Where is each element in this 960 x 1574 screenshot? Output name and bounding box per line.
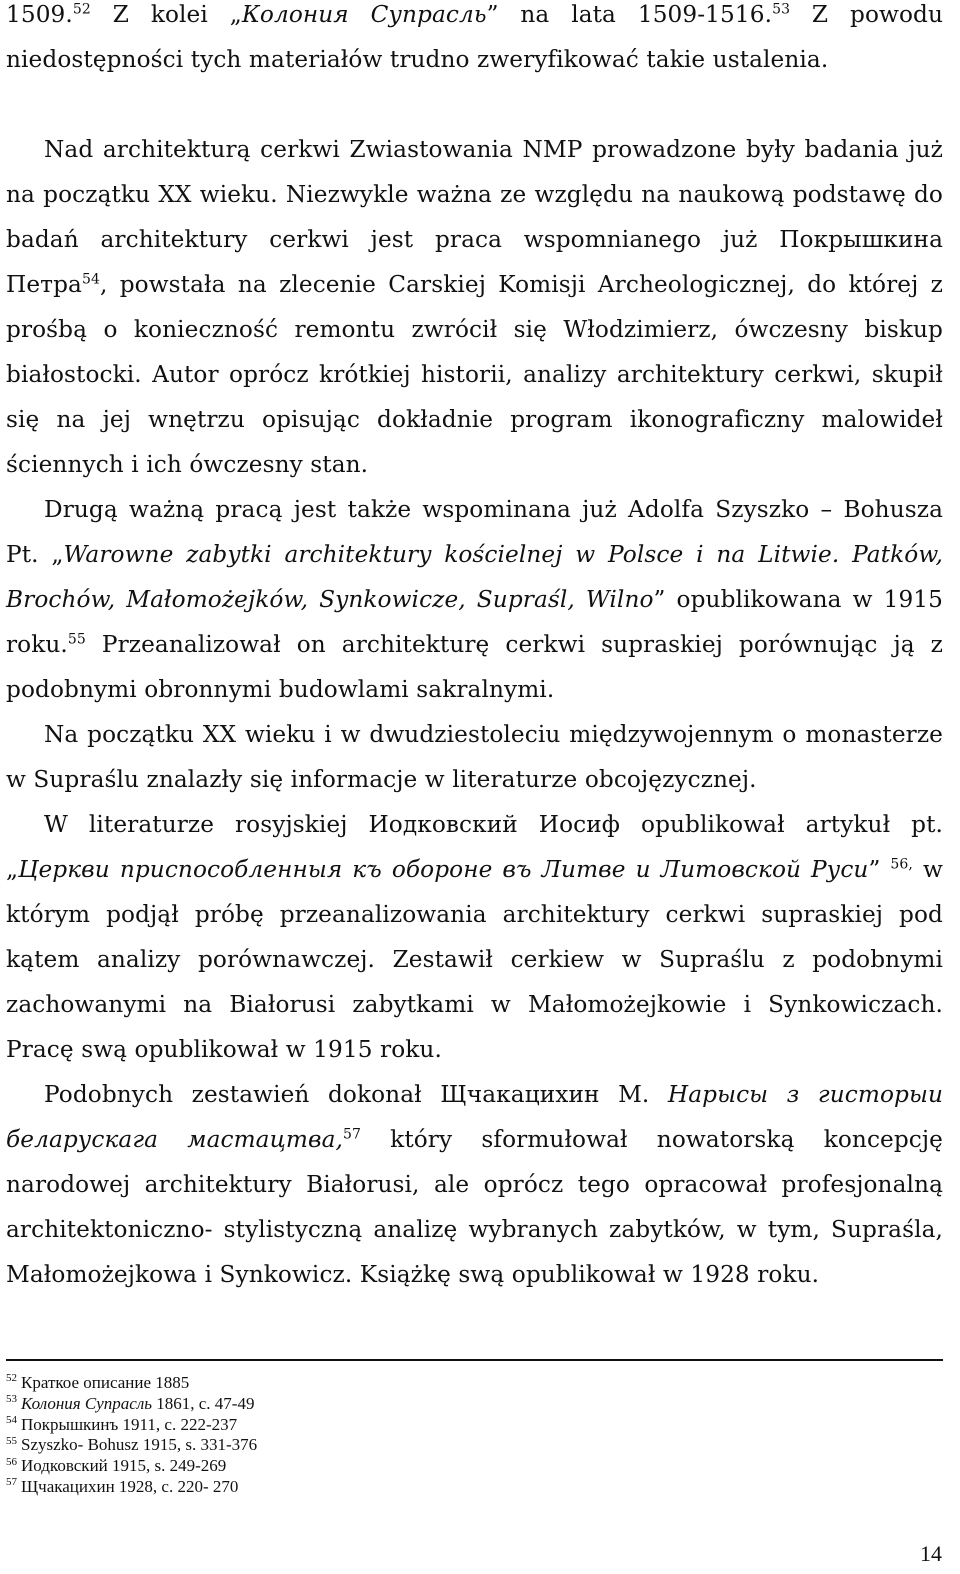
body-text [6, 0, 943, 1297]
footnote-ref-52[interactable]: 52 [72, 1, 91, 18]
footnote-separator [6, 1359, 943, 1361]
page-number: 14 [920, 1541, 942, 1566]
footnote-ref-56[interactable]: 56, [890, 856, 913, 873]
paragraph-belarusian-literature: Podobnych zestawień dokonał Щчакацихин М. Нарысы з гисторыи беларускага мастацтва,$^{57}$ który sformułował nowatorską koncepcję narodowej architektury Białorusi, ale oprócz tego opracował profesjonalną architektoniczno- stylistyczną analizę wybranych zabytków, w tym, Supraśla, Małomożejkowa i Synkowicz. Książkę swą opublikował w 1928 roku. [6, 1081, 944, 1288]
paragraph-foreign-literature: Na początku XX wieku i w dwudziestoleciu międzywojennym o monasterze w Supraślu znalazły się informacje w literaturze obcojęzycznej. [6, 721, 943, 793]
footnote-54: $^{54}$ Покрышкинъ 1911, с. 222-237 [6, 1413, 238, 1434]
footnotes [6, 1373, 943, 1498]
footnote-ref-54[interactable]: 54 [81, 271, 100, 288]
paragraph-russian-literature: W literaturze rosyjskiej Иодковский Иосиф opublikował artykuł pt. „Церкви приспособленныя къ обороне въ Литве и Литовской Руси” $^{56,}$ w którym podjął próbę przeanalizowania architektury cerkwi supraskiej pod kątem analizy porównawczej. Zestawił cerkiew w Supraślu z podobnymi zachowanymi na Białorusi zabytkami w Małomożejkowie i Synkowiczach. Pracę swą opublikował w 1915 roku. [6, 811, 943, 1063]
cited-title: Нарысы з гисторыи беларускага мастацтва, [6, 1081, 943, 1153]
footnote-52: $^{52}$ Краткое описание 1885 [6, 1372, 190, 1392]
paragraph-szyszko-bohusz: Drugą ważną pracą jest także wspominana już Adolfa Szyszko – Bohusza Pt. „Warowne zabytki architektury kościelnej w Polsce i na Litwie. Patków, Brochów, Małomożejków, Synkowicze, Supraśl, Wilno” opublikowana w 1915 roku.$^{55}$ Przeanalizował on architekturę cerkwi supraskiej porównując ją z podobnymi obronnymi budowlami sakralnymi. [6, 496, 943, 703]
footnote-ref-55[interactable]: 55 [67, 631, 86, 648]
footnote-57: $^{57}$ Щчакацихин 1928, с. 220- 270 [6, 1476, 239, 1496]
footnote-53: $^{53}$ Колония Супрасль 1861, с. 47-49 [6, 1393, 255, 1413]
footnote-55: $^{55}$ Szyszko- Bohusz 1915, s. 331-376 [6, 1434, 258, 1455]
footnote-ref-53[interactable]: 53 [772, 1, 791, 18]
cited-title: Церкви приспособленныя къ обороне въ Литве и Литовской Руси [18, 856, 869, 883]
paragraph-continued: 1509.52 Z kolei „Колония Супрасль” na lata 1509-1516.53 Z powodu niedostępności tych materiałów trudno zweryfikować takie ustalenia. [6, 1, 943, 73]
paragraph-research-history: Nad architekturą cerkwi Zwiastowania NMP prowadzone były badania już na początku XX wieku. Niezwykle ważna ze względu na naukową podstawę do badań architektury cerkwi jest praca wspomnianego już Покрышкина Петра$^{54}$, powstała na zlecenie Carskiej Komisji Archeologicznej, do której z prośbą o konieczność remontu zwrócił się Włodzimierz, ówczesny biskup białostocki. Autor oprócz krótkiej historii, analizy architektury cerkwi, skupił się na jej wnętrzu opisując dokładnie program ikonograficzny malowideł ściennych i ich ówczesny stan. [6, 136, 943, 478]
cited-title: Warowne zabytki architektury kościelnej w Polsce i na Litwie. Patków, Brochów, Małomożejków, Synkowicze, Supraśl, Wilno [6, 541, 943, 613]
footnote-56: $^{56}$ Иодковский 1915, s. 249-269 [6, 1455, 227, 1476]
cited-title: Колония Супрасль [241, 1, 487, 28]
footnote-ref-57[interactable]: 57 [342, 1126, 361, 1143]
